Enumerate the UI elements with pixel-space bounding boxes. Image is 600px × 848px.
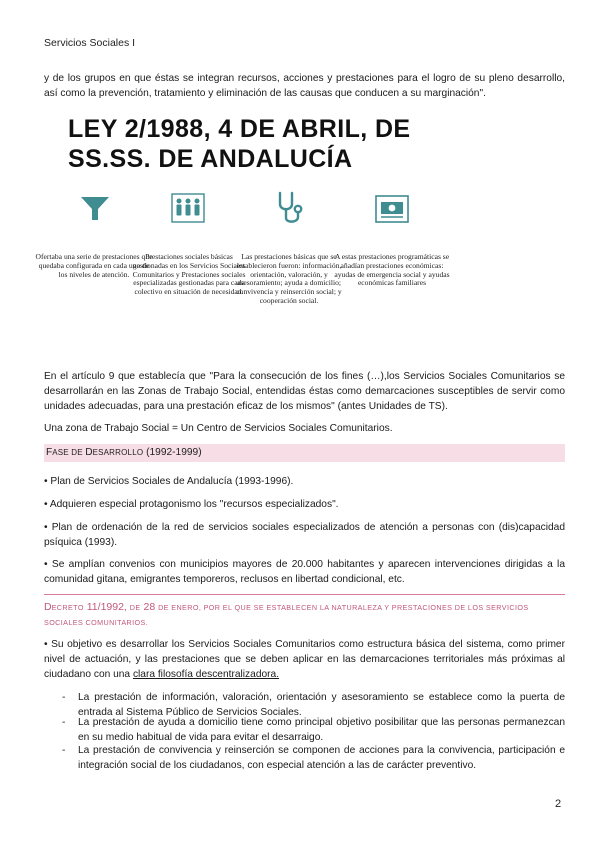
bullet-item: • Plan de ordenación de la red de servicios sociales especializados de atención a personas con (dis)capacidad psíquica (1993). [44,522,565,548]
zona-paragraph: Una zona de Trabajo Social = Un Centro de Servicios Sociales Comunitarios. [44,423,393,434]
figure-title-line1: LEY 2/1988, 4 DE ABRIL, DE [68,115,411,143]
bullet-item: • Plan de Servicios Sociales de Andalucía (1993-1996). [44,476,294,487]
dash-item-text: La prestación de información, valoración, orientación y asesoramiento se establece como la puerta de entrada al Sistema Público de Servicios Sociales. [78,692,565,718]
dash-marker: - [62,745,66,756]
decreto-initial: D [44,601,52,613]
objetivo-underlined: clara filosofía descentralizadora. [132,669,280,680]
section-heading-part1: F [46,447,53,458]
section-heading-years: (1992-1999) [143,447,202,458]
bullet-item: • Se amplían convenios con municipios mayores de 20.000 habitantes y aparecen intervenciones dirigidas a la comunidad gitana, emigrantes temporeros, reclusos en libertad condicional, etc. [44,559,565,585]
section-heading-fase-desarrollo [44,444,565,462]
decreto-heading [44,600,565,630]
figure-caption-2: Prestaciones sociales básicas gestionadas en los Servicios Sociales Comunitarios y Prestaciones sociales especializadas gestionadas para cada colectivo en situación de necesidad. [132,252,246,297]
dash-item-text: La prestación de ayuda a domicilio tiene como principal objetivo posibilitar que las personas permanezcan en su medio habitual de vida para evitar el desarraigo. [78,717,565,743]
objetivo-paragraph [44,637,565,682]
people-group-icon [168,188,208,228]
page-header: Servicios Sociales I [44,37,136,49]
dash-list-item [62,744,565,774]
articulo9-paragraph: En el artículo 9 que establecía que "Para la consecución de los fines (…),los Servicios Sociales Comunitarios se desarrollarán en las Zonas de Trabajo Social, entendidas éstas como demarcaciones susceptibles de servir como unidades adecuadas, para una prestación eficaz de los mismos" (antes Unidades de TS). [44,371,565,412]
stethoscope-icon [270,188,310,228]
figure-caption-1: Ofertaba una serie de prestaciones que quedaba configurada en cada uno de los niveles de atención. [35,252,153,279]
section-divider [44,594,565,595]
dash-item-text: La prestación de convivencia y reinserción se componen de acciones para la convivencia, participación e integración social de los ciudadanos, con especial atención a las de carácter preventivo. [78,745,565,771]
figure-caption-4: A estas prestaciones programáticas se añadían prestaciones económicas: ayudas de emergencia social y ayudas económicas familiares [334,252,450,288]
decreto-word: ECRETO [51,603,84,612]
bullet-item: • Adquieren especial protagonismo los "recursos especializados". [44,499,339,510]
section-heading-part4: ESARROLLO [92,448,144,457]
decreto-number: 11/1992, [83,601,130,613]
dash-marker: - [62,692,66,703]
decreto-day: 28 [140,601,159,613]
decreto-rest: DE ENERO, POR EL QUE SE ESTABLECEN LA NATURALEZA Y PRESTACIONES DE LOS SERVICIOS SOCIALES COMUNITARIOS. [44,603,529,627]
page-number: 2 [555,798,562,810]
figure-caption-3: Las prestaciones básicas que se establecieron fueron: información, orientación, valoración, y asesoramiento; ayuda a domicilio; convivencia y reinserción social; y cooperación social. [236,252,342,305]
money-icon [372,188,412,228]
figure-title-line2: SS.SS. DE ANDALUCÍA [68,145,353,173]
figure-title [68,114,410,174]
decreto-de: DE [129,603,141,612]
funnel-icon [75,188,115,228]
dash-list-item [62,716,565,746]
dash-marker: - [62,717,66,728]
intro-paragraph: y de los grupos en que éstas se integran recursos, acciones y prestaciones para el logro de su pleno desarrollo, así como la prevención, tratamiento y eliminación de las causas que conducen a su marginación". [44,73,565,99]
section-heading-part2: ASE DE [52,448,86,457]
section-heading-part3: D [85,447,93,458]
objetivo-text: • Su objetivo es desarrollar los Servicios Sociales Comunitarios como estructura básica del sistema, como primer nivel de actuación, y las prestaciones que se deben aplicar en las demarcaciones territoriales más próximas al ciudadano con una [44,639,565,680]
